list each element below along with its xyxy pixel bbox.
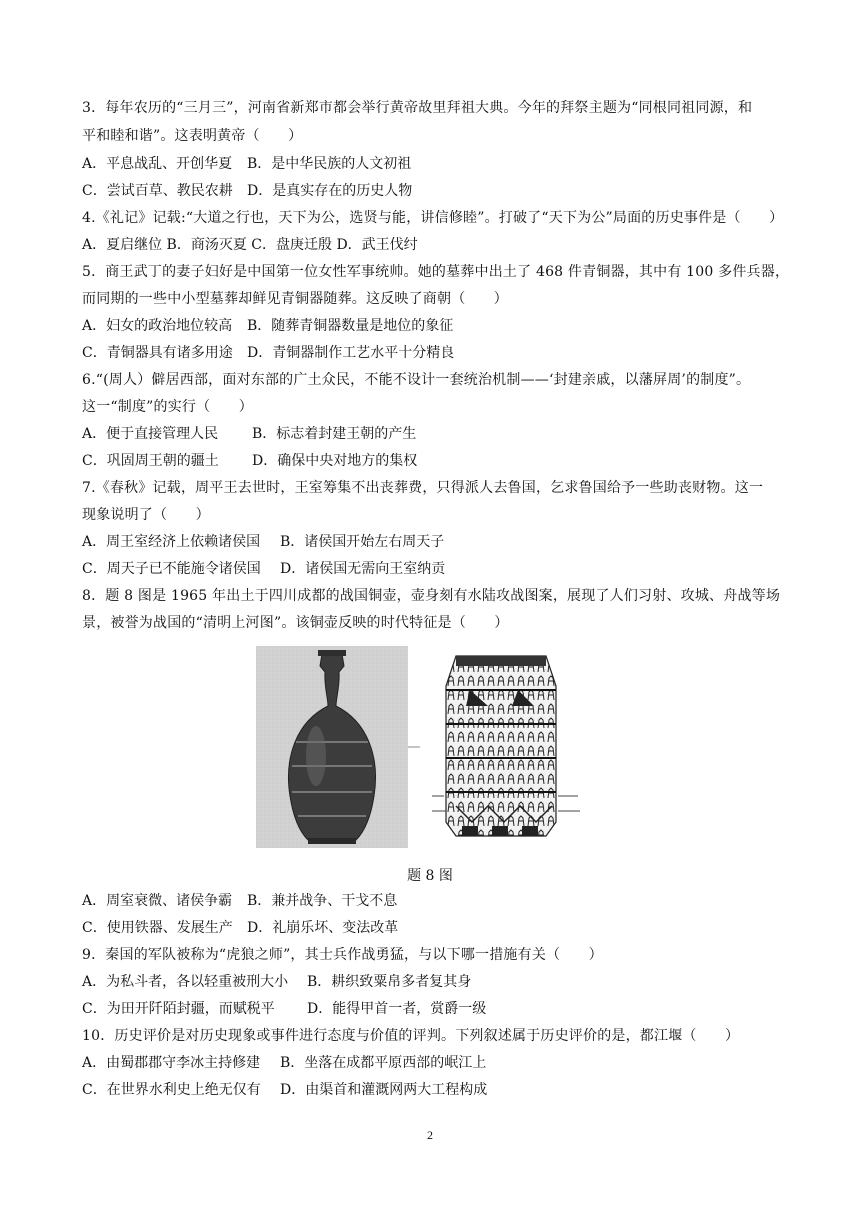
battle-scene-drawing (420, 646, 602, 848)
q6-option-c[interactable]: C．巩固周王朝的疆土 (82, 453, 219, 469)
q6-stem-line2: 这一“制度”的实行（ ） (82, 399, 253, 415)
q3-option-b[interactable]: B．是中华民族的人文初祖 (247, 156, 412, 172)
q4-stem: 4.《礼记》记载:“大道之行也，天下为公，选贤与能，讲信修睦”。打破了“天下为公”局面的历史事件是（ ） (82, 210, 784, 226)
q6-options-row1 (82, 424, 794, 444)
q8-option-a[interactable]: A．周室衰微、诸侯争霸 (82, 893, 233, 909)
q4-options[interactable]: A．夏启继位 B．商汤灭夏 C．盘庚迁殷 D．武王伐纣 (82, 237, 418, 253)
q5-option-a[interactable]: A．妇女的政治地位较高 (82, 318, 233, 334)
q5-option-d[interactable]: D．青铜器制作工艺水平十分精良 (247, 345, 455, 361)
q7-option-b[interactable]: B．诸侯国开始左右周天子 (280, 534, 445, 550)
q3-option-d[interactable]: D．是真实存在的历史人物 (247, 183, 413, 199)
q7-stem-line2: 现象说明了（ ） (82, 507, 210, 523)
page-number: 2 (427, 1128, 433, 1142)
q7-options-row2 (82, 559, 794, 579)
q8-options-row1 (82, 891, 794, 911)
q3-stem-line1: 3．每年农历的“三月三”，河南省新郑市都会举行黄帝故里拜祖大典。今年的拜祭主题为“同根同祖同源，和 (82, 100, 753, 116)
q5-option-c[interactable]: C．青铜器具有诸多用途 (82, 345, 233, 361)
q3-option-c[interactable]: C．尝试百草、教民农耕 (82, 183, 233, 199)
q5-stem-line2: 而同期的一些中小型墓葬却鲜见青铜器随葬。这反映了商朝（ ） (82, 291, 508, 307)
q9-option-a[interactable]: A．为私斗者，各以轻重被刑大小 (82, 974, 289, 990)
q10-options-row2 (82, 1080, 794, 1100)
q8-option-d[interactable]: D．礼崩乐坏、变法改革 (247, 920, 399, 936)
q10-option-b[interactable]: B．坐落在成都平原西部的岷江上 (280, 1055, 487, 1071)
q7-option-c[interactable]: C．周天子已不能施令诸侯国 (82, 561, 261, 577)
q3-options-row2 (82, 181, 794, 201)
q6-options-row2 (82, 451, 794, 471)
q10-options-row1 (82, 1053, 794, 1073)
q10-option-d[interactable]: D．由渠首和灌溉网两大工程构成 (280, 1082, 488, 1098)
q6-option-b[interactable]: B．标志着封建王朝的产生 (252, 426, 417, 442)
q6-option-d[interactable]: D．确保中央对地方的集权 (252, 453, 418, 469)
q6-option-a[interactable]: A．便于直接管理人民 (82, 426, 219, 442)
q8-stem-line2: 景，被誉为战国的“清明上河图”。该铜壶反映的时代特征是（ ） (82, 615, 509, 631)
q7-option-a[interactable]: A．周王室经济上依赖诸侯国 (82, 534, 261, 550)
q10-option-c[interactable]: C．在世界水利史上绝无仅有 (82, 1082, 261, 1098)
q9-stem: 9．秦国的军队被称为“虎狼之师”，其士兵作战勇猛，与以下哪一措施有关（ ） (82, 947, 603, 963)
q6-stem-line1: 6.“(周人）僻居西部，面对东部的广土众民，不能不设计一套统治机制——‘封建亲戚，以藩屏周’的制度”。 (82, 372, 751, 388)
q7-stem-line1: 7.《春秋》记载，周平王去世时，王室筹集不出丧葬费，只得派人去鲁国，乞求鲁国给予一些助丧财物。这一 (82, 480, 764, 496)
q9-option-c[interactable]: C．为田开阡陌封疆，而赋税平 (82, 1001, 275, 1017)
q8-option-c[interactable]: C．使用铁器、发展生产 (82, 920, 233, 936)
q3-option-a[interactable]: A．平息战乱、开创华夏 (82, 156, 233, 172)
q10-stem: 10．历史评价是对历史现象或事件进行态度与价值的评判。下列叙述属于历史评价的是，都江堰（ ） (82, 1028, 740, 1044)
q3-options-row1 (82, 154, 794, 174)
q5-options-row1 (82, 316, 794, 336)
q7-option-d[interactable]: D．诸侯国无需向王室纳贡 (280, 561, 446, 577)
q10-option-a[interactable]: A．由蜀郡郡守李冰主持修建 (82, 1055, 261, 1071)
q5-options-row2 (82, 343, 794, 363)
q5-option-b[interactable]: B．随葬青铜器数量是地位的象征 (247, 318, 454, 334)
q9-option-d[interactable]: D．能得甲首一者，赏爵一级 (307, 1001, 487, 1017)
q9-options-row1 (82, 972, 794, 992)
q5-stem-line1: 5．商王武丁的妻子妇好是中国第一位女性军事统帅。她的墓葬中出土了 468 件青铜器，其中有 100 多件兵器， (82, 264, 790, 280)
q8-stem-line1: 8．题 8 图是 1965 年出土于四川成都的战国铜壶，壶身刻有水陆攻战图案，展现了人们习射、攻城、舟战等场 (82, 588, 781, 604)
q8-options-row2 (82, 918, 794, 938)
q9-option-b[interactable]: B．耕织致粟帛多者复其身 (307, 974, 472, 990)
bronze-pot-figure (256, 646, 602, 848)
q8-option-b[interactable]: B．兼并战争、干戈不息 (247, 893, 398, 909)
q7-options-row1 (82, 532, 794, 552)
q9-options-row2 (82, 999, 794, 1019)
q3-stem-line2: 平和睦和谐”。这表明黄帝（ ） (82, 128, 303, 144)
figure-caption: 题 8 图 (407, 868, 453, 884)
